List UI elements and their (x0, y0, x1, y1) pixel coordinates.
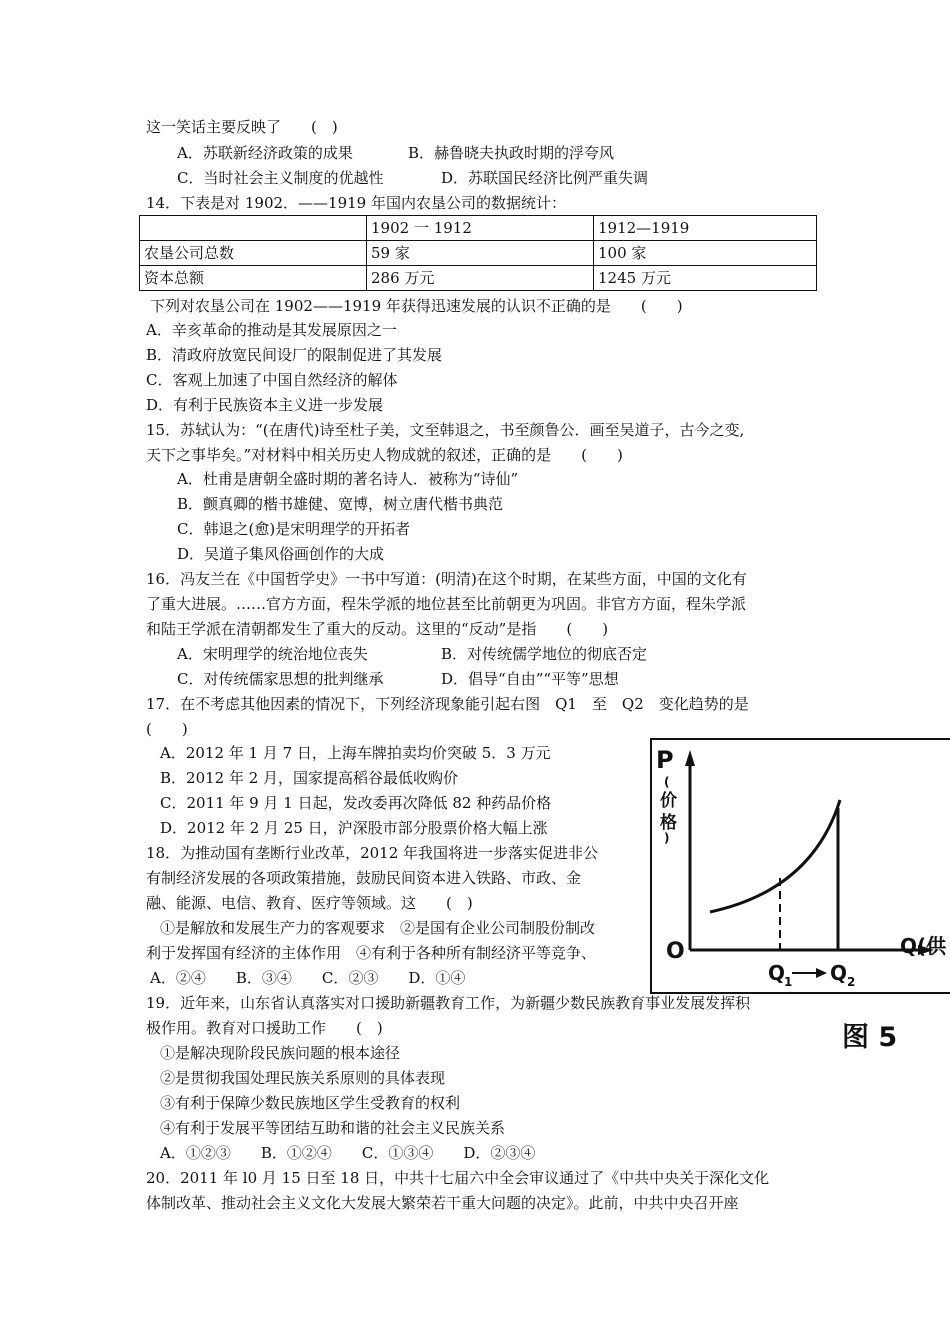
y-axis-note-paren-close: ) (664, 831, 670, 845)
q19-statement-4: ④有利于发展平等团结互助和谐的社会主义民族关系 (160, 1119, 506, 1137)
q19-statement-1: ①是解决现阶段民族问题的根本途径 (160, 1044, 401, 1062)
q17-stem-line2: ( ) (146, 720, 188, 738)
q15-option-b: B．颤真卿的楷书雄健、宽博，树立唐代楷书典范 (177, 495, 504, 513)
q15-stem-line1: 15．苏轼认为：“(在唐代)诗至杜子美，文至韩退之，书至颜鲁公．画至吴道子，古今之变, (146, 421, 745, 439)
q14-stem: 14．下表是对 1902．——1919 年国内农垦公司的数据统计： (146, 194, 566, 212)
q1-subscript: 1 (784, 975, 793, 989)
supply-price-graph (652, 740, 950, 992)
figure-5-caption: 图 5 (842, 1022, 898, 1053)
q2-label: Q (830, 961, 848, 985)
q18-stem-line1: 18．为推动国有垄断行业改革，2012 年我国将进一步落实促进非公 (146, 844, 599, 862)
table-cell: 农垦公司总数 (140, 241, 367, 266)
table-cell: 286 万元 (367, 266, 594, 291)
q19-answer-options: A．①②③ B．①②④ C．①③④ D．②③④ (160, 1144, 536, 1162)
q16-stem-line3: 和陆王学派在清朝都发生了重大的反动。这里的“反动”是指 ( ) (146, 620, 609, 638)
y-axis-note-char-1: 价 (660, 791, 677, 811)
table-row (140, 266, 817, 291)
q2-subscript: 2 (847, 975, 856, 989)
y-axis-arrow (685, 750, 695, 766)
q1-label: Q (768, 961, 786, 985)
q20-stem-line1: 20．2011 年 l0 月 15 日至 18 日，中共十七届六中全会审议通过了《中共中央关于深化文化 (146, 1169, 770, 1187)
q13-option-b: B．赫鲁晓夫执政时期的浮夸风 (408, 144, 615, 162)
q17-option-d: D．2012 年 2 月 25 日，沪深股市部分股票价格大幅上涨 (160, 819, 548, 837)
q13-option-d: D．苏联国民经济比例严重失调 (441, 169, 649, 187)
supply-curve (710, 800, 840, 912)
q16-option-c: C．对传统儒家思想的批判继承 (177, 670, 384, 688)
figure-5-frame (650, 738, 950, 994)
q16-stem-line1: 16．冯友兰在《中国哲学史》一书中写道：(明清)在这个时期，在某些方面，中国的文化有 (146, 570, 747, 588)
table-header-cell (140, 216, 367, 241)
q15-option-d: D．吴道子集风俗画创作的大成 (177, 545, 385, 563)
table-header-cell: 1912—1919 (594, 216, 817, 241)
table-cell: 资本总额 (140, 266, 367, 291)
table-cell: 59 家 (367, 241, 594, 266)
q17-option-c: C．2011 年 9 月 1 日起，发改委再次降低 82 种药品价格 (160, 794, 552, 812)
q15-option-c: C．韩退之(愈)是宋明理学的开拓者 (177, 520, 411, 538)
x-axis-label: Q(供 (900, 934, 947, 958)
q17-stem-line1: 17．在不考虑其他因素的情况下，下列经济现象能引起右图 Q1 至 Q2 变化趋势的是 (146, 695, 749, 713)
q17-option-b: B．2012 年 2 月，国家提高稻谷最低收购价 (160, 769, 459, 787)
q19-statement-3: ③有利于保障少数民族地区学生受教育的权利 (160, 1094, 461, 1112)
q17-option-a: A．2012 年 1 月 7 日，上海车牌拍卖均价突破 5．3 万元 (160, 744, 551, 762)
q16-option-b: B．对传统儒学地位的彻底否定 (441, 645, 648, 663)
q13-stem: 这一笑话主要反映了 ( ) (146, 118, 338, 136)
table-header-row (140, 216, 817, 241)
q18-stem-line3: 融、能源、电信、教育、医疗等领域。这 ( ) (146, 894, 473, 912)
table-cell: 100 家 (594, 241, 817, 266)
q18-stem-line2: 有制经济发展的各项政策措施，鼓励民间资本进入铁路、市政、金 (146, 869, 582, 887)
q18-answer-options: A．②④ B．③④ C．②③ D．①④ (150, 969, 466, 987)
q18-statements-line2: 利于发挥国有经济的主体作用 ④有利于各种所有制经济平等竞争、 (146, 944, 597, 962)
q16-option-a: A．宋明理学的统治地位丧失 (177, 645, 368, 663)
q14-option-c: C．客观上加速了中国自然经济的解体 (146, 371, 398, 389)
table-row (140, 241, 817, 266)
q13-option-c: C．当时社会主义制度的优越性 (177, 169, 384, 187)
q14-question: 下列对农垦公司在 1902——1919 年获得迅速发展的认识不正确的是 ( ) (150, 297, 683, 315)
y-axis-note-char-2: 格 (660, 813, 677, 833)
q1-to-q2-arrowhead (816, 968, 827, 978)
q19-stem-line2: 极作用。教育对口援助工作 ( ) (146, 1019, 383, 1037)
q13-option-a: A．苏联新经济政策的成果 (177, 144, 353, 162)
origin-label: O (666, 939, 685, 964)
q19-statement-2: ②是贯彻我国处理民族关系原则的具体表现 (160, 1069, 446, 1087)
q14-data-table (139, 215, 817, 291)
q20-stem-line2: 体制改革、推动社会主义文化大发展大繁荣若干重大问题的决定》。此前，中共中央召开座 (146, 1194, 739, 1212)
q14-option-a: A．辛亥革命的推动是其发展原因之一 (146, 321, 397, 339)
q16-stem-line2: 了重大进展。……官方方面，程朱学派的地位甚至比前朝更为巩固。非官方方面，程朱学派 (146, 595, 747, 613)
table-header-cell: 1902 一 1912 (367, 216, 594, 241)
table-cell: 1245 万元 (594, 266, 817, 291)
q18-statements-line1: ①是解放和发展生产力的客观要求 ②是国有企业公司制股份制改 (160, 919, 596, 937)
y-axis-note-paren-open: ( (664, 775, 670, 789)
q15-option-a: A．杜甫是唐朝全盛时期的著名诗人．被称为“诗仙” (177, 470, 519, 488)
q19-stem-line1: 19．近年来，山东省认真落实对口援助新疆教育工作，为新疆少数民族教育事业发展发挥积 (146, 994, 751, 1012)
q15-stem-line2: 天下之事毕矣。”对材料中相关历史人物成就的叙述，正确的是 ( ) (146, 446, 623, 464)
q14-option-d: D．有利于民族资本主义进一步发展 (146, 396, 384, 414)
q16-option-d: D．倡导“自由”“平等”思想 (441, 670, 619, 688)
y-axis-label: P (656, 746, 674, 774)
q14-option-b: B．清政府放宽民间设厂的限制促进了其发展 (146, 346, 443, 364)
